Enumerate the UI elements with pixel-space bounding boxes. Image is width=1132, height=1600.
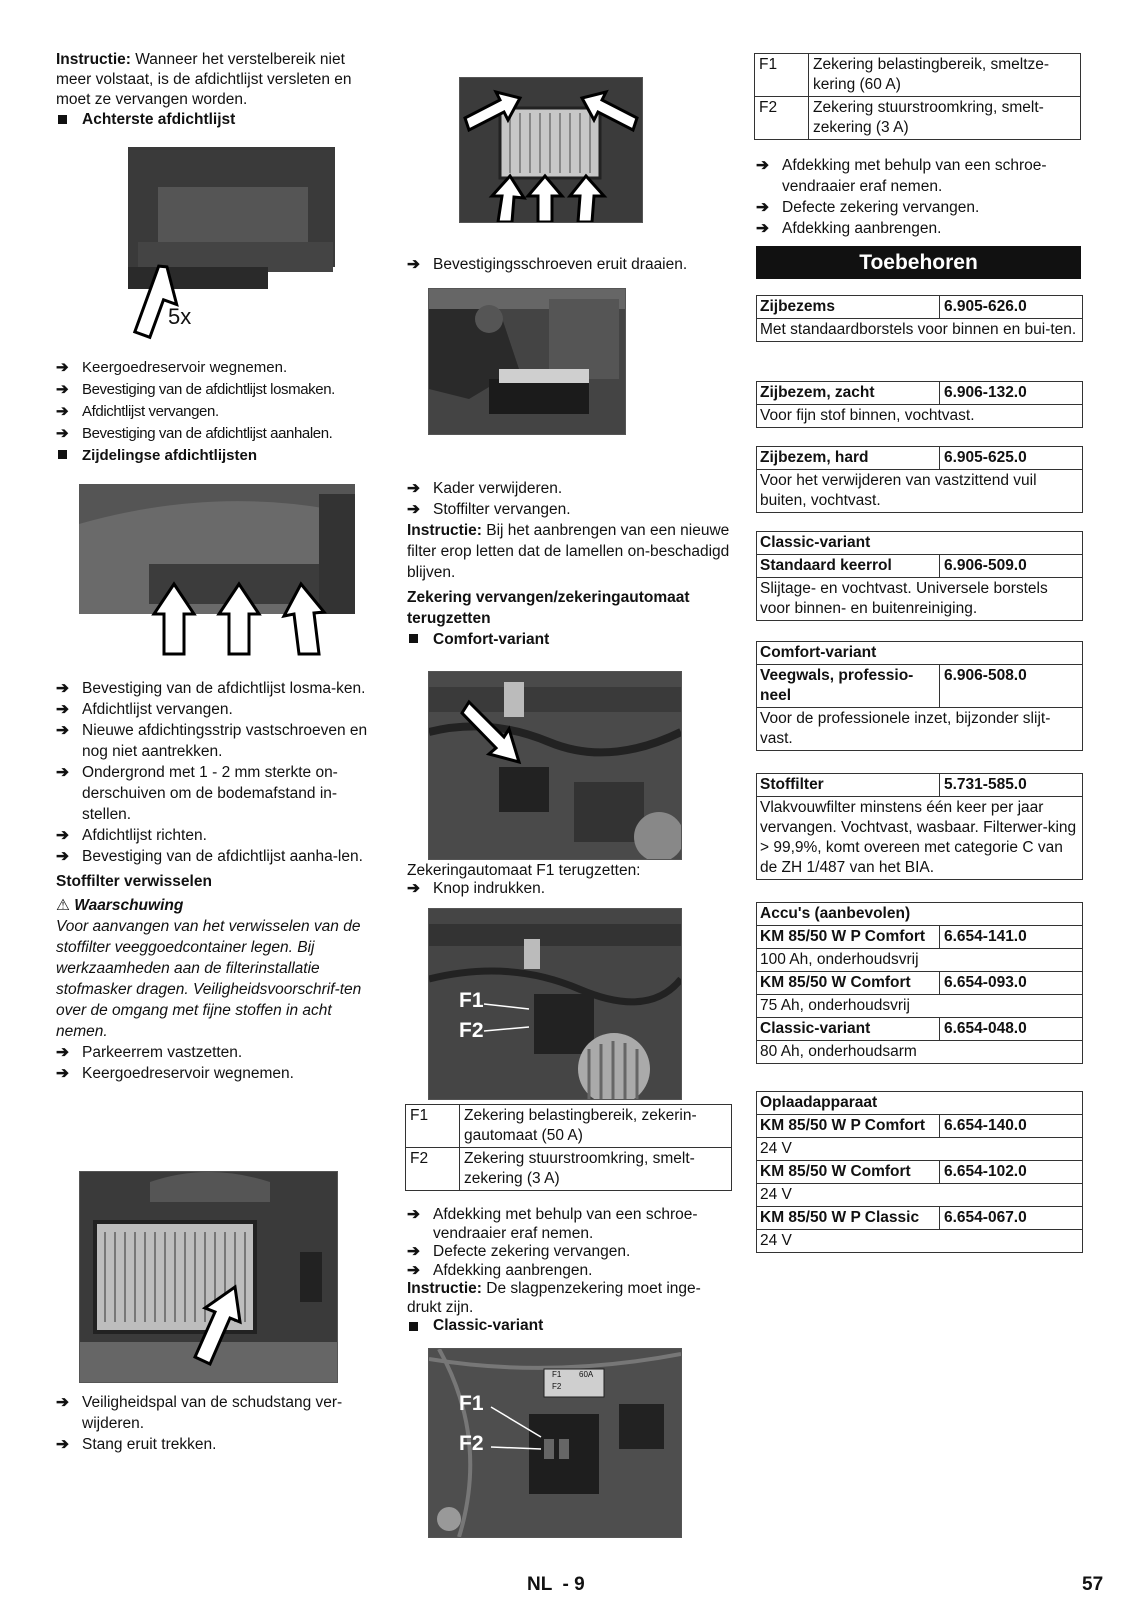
fuse-table-comfort <box>405 1104 732 1191</box>
acc-desc: 24 V <box>760 1232 792 1249</box>
photo-label-f2: F2 <box>459 1432 484 1455</box>
acc-desc: 80 Ah, onderhoudsarm <box>760 1043 917 1060</box>
arrow-right-icon: ➔ <box>56 381 69 398</box>
fuse-id: F1 <box>755 54 809 97</box>
acc-code: 6.906-132.0 <box>944 384 1027 401</box>
photo-label-5x: 5x <box>168 304 192 329</box>
acc-desc: Voor de professionele inzet, bijzonder slijt-vast. <box>760 710 1051 747</box>
fuse-table-classic <box>754 53 1081 140</box>
step-item: ➔ Keergoedreservoir wegnemen. <box>56 357 381 379</box>
acc-zijbezem-zacht <box>756 381 1083 428</box>
acc-group-header: Classic-variant <box>760 534 871 551</box>
step-item: ➔ Stang eruit trekken. <box>56 1436 217 1453</box>
square-bullet-icon <box>58 115 67 124</box>
footer-page-number: 57 <box>1082 1574 1104 1595</box>
photo-comfort-f1-f2 <box>428 908 682 1100</box>
step-item: ➔ Afdichtlijst vervangen. <box>56 701 233 718</box>
acc-code: 6.905-626.0 <box>944 298 1027 315</box>
square-bullet-icon <box>409 1322 418 1331</box>
acc-classic-keerrol <box>756 531 1083 621</box>
acc-code: 5.731-585.0 <box>944 776 1027 793</box>
acc-zijbezem-hard <box>756 446 1083 513</box>
instructie-3: Instructie: De slagpenzekering moet inge-drukt zijn. <box>407 1280 701 1316</box>
tag-f1: F1 <box>552 1370 562 1379</box>
arrow-right-icon: ➔ <box>56 722 69 739</box>
step-item: ➔ Kader verwijderen. <box>407 480 563 497</box>
acc-code: 6.654-093.0 <box>944 974 1027 991</box>
acc-name: Stoffilter <box>757 774 940 796</box>
tag-f2: F2 <box>552 1382 562 1391</box>
table-row <box>406 1105 732 1148</box>
photo-label-f1: F1 <box>459 989 484 1012</box>
acc-code: 6.906-509.0 <box>944 557 1027 574</box>
acc-desc: Slijtage- en vochtvast. Universele borstels voor binnen- en buitenreiniging. <box>760 580 1048 617</box>
warning-heading: ⚠ Waarschuwing <box>56 897 184 914</box>
acc-name: KM 85/50 W P Classic <box>757 1207 940 1229</box>
fuse-desc: Zekering stuurstroomkring, smelt-zekering (3 A) <box>460 1148 732 1191</box>
steps-side <box>56 678 381 1084</box>
acc-desc: Vlakvouwfilter minstens één keer per jaar vervangen. Vochtvast, wasbaar. Filterwer-king > 99,9%, komt overeen met categorie C van de ZH 1/487 van het BIA. <box>760 799 1077 876</box>
acc-stoffilter <box>756 773 1083 880</box>
acc-desc: Voor fijn stof binnen, vochtvast. <box>760 407 975 424</box>
col3-steps <box>756 155 1081 239</box>
acc-group-header: Oplaadapparaat <box>760 1094 878 1111</box>
acc-desc: 24 V <box>760 1186 792 1203</box>
photo-label-f2: F2 <box>459 1019 484 1042</box>
step-item: ➔ Bevestiging van de afdichtlijst losmaken. <box>56 379 381 401</box>
reset-text: Zekeringautomaat F1 terugzetten: <box>407 862 641 879</box>
step-item: ➔ Afdekking aanbrengen. <box>756 220 942 237</box>
acc-name: Classic-variant <box>757 1018 940 1040</box>
step-schroeven <box>407 255 732 275</box>
acc-name: Veegwals, professio-neel <box>757 665 940 707</box>
fuse-desc: Zekering stuurstroomkring, smelt-zekering (3 A) <box>809 97 1081 140</box>
square-bullet-icon <box>409 634 418 643</box>
photo-label-f1: F1 <box>459 1392 484 1415</box>
arrow-right-icon: ➔ <box>56 764 69 781</box>
fuse-desc: Zekering belastingbereik, smeltze-kering (60 A) <box>809 54 1081 97</box>
steps-rear <box>56 357 381 467</box>
acc-code: 6.906-508.0 <box>944 667 1027 684</box>
tag-60a: 60A <box>579 1370 594 1379</box>
heading-classic: Classic-variant <box>407 1317 732 1336</box>
arrow-right-icon: ➔ <box>407 1261 420 1279</box>
step-item: ➔ Bevestiging van de afdichtlijst losma-ken. <box>56 680 366 697</box>
acc-group-header: Comfort-variant <box>760 644 877 661</box>
arrow-right-icon: ➔ <box>407 480 420 497</box>
step-item: ➔ Keergoedreservoir wegnemen. <box>56 1065 294 1082</box>
acc-comfort-veegwals <box>756 641 1083 751</box>
acc-desc: Voor het verwijderen van vastzittend vuil buiten, vochtvast. <box>760 472 1037 509</box>
acc-name: Zijbezem, zacht <box>757 382 940 404</box>
step-item: ➔ Afdekking met behulp van een schroe-vendraaier eraf nemen. <box>407 1206 698 1242</box>
photo-comfort-fuse <box>428 671 682 860</box>
steps-schudstang <box>56 1392 381 1455</box>
square-bullet-icon <box>58 450 67 459</box>
photo-side-seals <box>79 484 355 666</box>
heading-stoffilter: Stoffilter verwisselen <box>56 873 212 890</box>
col1-intro <box>56 50 381 130</box>
step-item: ➔ Defecte zekering vervangen. <box>756 199 980 216</box>
step-item: ➔ Bevestiging van de afdichtlijst aanha-len. <box>56 848 363 865</box>
warning-text: Voor aanvangen van het verwisselen van de stoffilter veeggoedcontainer legen. Bij werkzaamheden aan de filterinstallatie stofmasker dragen. Veiligheidsvoorschrif-ten over de omgang met fijne stoffen in acht nemen. <box>56 918 362 1040</box>
arrow-right-icon: ➔ <box>56 848 69 865</box>
acc-name: Zijbezems <box>757 296 940 318</box>
table-row <box>755 54 1081 97</box>
heading-zekering: Zekering vervangen/zekeringautomaat terugzetten <box>407 589 690 627</box>
col2-section-a <box>407 478 732 650</box>
heading-comfort: Comfort-variant <box>407 629 732 650</box>
step-item: ➔ Bevestigingsschroeven eruit draaien. <box>407 256 688 273</box>
photo-remove-filter <box>428 288 626 435</box>
arrow-right-icon: ➔ <box>56 1394 69 1411</box>
acc-zijbezems <box>756 295 1083 342</box>
acc-group-header: Accu's (aanbevolen) <box>760 905 911 922</box>
arrow-right-icon: ➔ <box>56 827 69 844</box>
photo-filter-screws <box>459 77 643 223</box>
table-row <box>755 97 1081 140</box>
instructie-2: Instructie: Bij het aanbrengen van een nieuwe filter erop letten dat de lamellen on-beschadigd blijven. <box>407 522 730 581</box>
step-item: ➔ Parkeerrem vastzetten. <box>56 1044 243 1061</box>
step-item: ➔ Afdekking aanbrengen. <box>407 1261 593 1279</box>
acc-code: 6.905-625.0 <box>944 449 1027 466</box>
acc-name: KM 85/50 W Comfort <box>757 972 940 994</box>
step-item: ➔ Afdekking met behulp van een schroe-vendraaier eraf nemen. <box>756 157 1047 195</box>
footer-language: NL - 9 <box>527 1574 585 1595</box>
step-item: ➔ Defecte zekering vervangen. <box>407 1243 631 1260</box>
acc-desc: 75 Ah, onderhoudsvrij <box>760 997 910 1014</box>
arrow-right-icon: ➔ <box>407 256 420 273</box>
arrow-right-icon: ➔ <box>756 199 769 216</box>
arrow-right-icon: ➔ <box>56 701 69 718</box>
acc-name: KM 85/50 W P Comfort <box>757 1115 940 1137</box>
acc-code: 6.654-048.0 <box>944 1020 1027 1037</box>
acc-name: Zijbezem, hard <box>757 447 940 469</box>
step-item: ➔ Afdichtlijst richten. <box>56 827 207 844</box>
acc-code: 6.654-141.0 <box>944 928 1027 945</box>
heading-zijdelingse: Zijdelingse afdichtlijsten <box>56 445 381 467</box>
arrow-right-icon: ➔ <box>56 403 69 420</box>
col2-section-b <box>407 1206 732 1336</box>
step-item: ➔ Nieuwe afdichtingsstrip vastschroeven en nog niet aantrekken. <box>56 722 368 760</box>
step-item: ➔ Veiligheidspal van de schudstang ver-wijderen. <box>56 1394 343 1432</box>
arrow-right-icon: ➔ <box>407 1243 420 1260</box>
arrow-right-icon: ➔ <box>407 501 420 518</box>
photo-filter-box <box>79 1171 338 1383</box>
step-item: ➔ Bevestiging van de afdichtlijst aanhalen. <box>56 423 381 445</box>
arrow-right-icon: ➔ <box>407 880 420 897</box>
section-banner-toebehoren: Toebehoren <box>756 246 1081 279</box>
acc-desc: 100 Ah, onderhoudsvrij <box>760 951 919 968</box>
arrow-right-icon: ➔ <box>56 425 69 442</box>
arrow-right-icon: ➔ <box>756 220 769 237</box>
arrow-right-icon: ➔ <box>56 1044 69 1061</box>
step-item: ➔ Ondergrond met 1 - 2 mm sterkte on-derschuiven om de bodemafstand in-stellen. <box>56 764 338 823</box>
arrow-right-icon: ➔ <box>56 1436 69 1453</box>
fuse-id: F2 <box>406 1148 460 1191</box>
table-row <box>406 1148 732 1191</box>
acc-code: 6.654-140.0 <box>944 1117 1027 1134</box>
instructie-1: Instructie: Wanneer het verstelbereik niet meer volstaat, is de afdichtlijst versleten en moet ze vervangen worden. <box>56 51 352 108</box>
arrow-right-icon: ➔ <box>756 157 769 174</box>
arrow-right-icon: ➔ <box>56 1065 69 1082</box>
step-item: ➔ Stoffilter vervangen. <box>407 501 571 518</box>
photo-classic-f1-f2 <box>428 1348 682 1538</box>
acc-accus <box>756 902 1083 1064</box>
acc-name: KM 85/50 W Comfort <box>757 1161 940 1183</box>
acc-name: KM 85/50 W P Comfort <box>757 926 940 948</box>
acc-desc: Met standaardborstels voor binnen en bui-ten. <box>760 321 1077 338</box>
step-item: ➔ Afdichtlijst vervangen. <box>56 401 381 423</box>
fuse-desc: Zekering belastingbereik, zekerin-gautomaat (50 A) <box>460 1105 732 1148</box>
fuse-id: F1 <box>406 1105 460 1148</box>
acc-name: Standaard keerrol <box>757 555 940 577</box>
acc-code: 6.654-102.0 <box>944 1163 1027 1180</box>
warning-triangle-icon: ⚠ <box>56 897 70 914</box>
photo-rear-seal <box>128 147 335 340</box>
fuse-id: F2 <box>755 97 809 140</box>
reset-instruction <box>407 862 732 898</box>
step-item: ➔ Knop indrukken. <box>407 880 546 897</box>
arrow-right-icon: ➔ <box>407 1206 420 1223</box>
heading-achterste: Achterste afdichtlijst <box>56 110 381 130</box>
acc-desc: 24 V <box>760 1140 792 1157</box>
arrow-right-icon: ➔ <box>56 359 69 376</box>
arrow-right-icon: ➔ <box>56 680 69 697</box>
acc-oplaadapparaat <box>756 1091 1083 1253</box>
acc-code: 6.654-067.0 <box>944 1209 1027 1226</box>
